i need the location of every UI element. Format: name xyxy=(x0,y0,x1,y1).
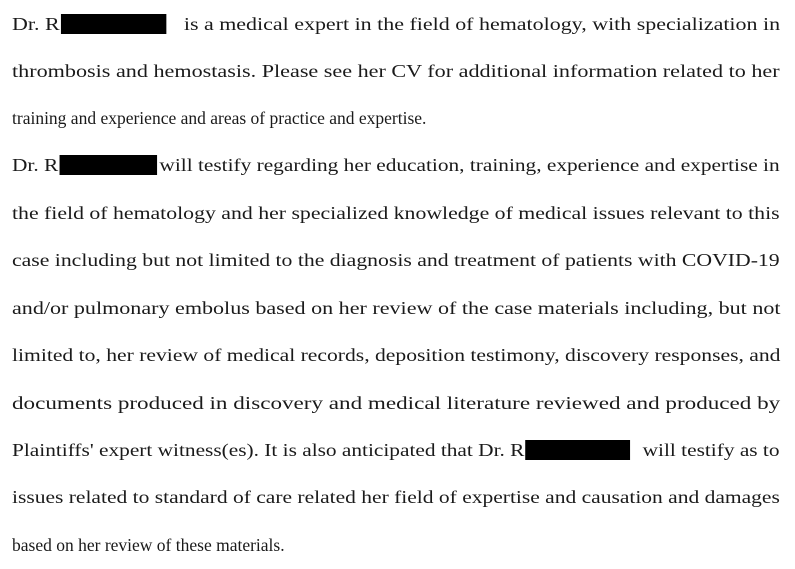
text-segment: case including but not limited to the diagnosis and treatment of patients with COVID-19 xyxy=(12,250,780,270)
redaction-box xyxy=(59,155,157,175)
text-segment: and/or pulmonary embolus based on her review of the case materials including, but not xyxy=(12,298,781,318)
redaction-box xyxy=(61,14,166,34)
paragraph1-line-2 xyxy=(12,61,780,81)
text-segment: will testify as to xyxy=(642,440,780,460)
paragraph1-line-1 xyxy=(12,14,780,34)
paragraph2-line-1 xyxy=(12,155,780,175)
text-segment: the field of hematology and her specialized knowledge of medical issues relevant to this xyxy=(12,203,780,223)
paragraph2-line-8 xyxy=(12,487,780,507)
paragraph2-line-7 xyxy=(12,440,780,460)
text-segment: limited to, her review of medical records, deposition testimony, discovery responses, and xyxy=(12,345,781,365)
text-segment: documents produced in discovery and medical literature reviewed and produced by xyxy=(12,393,781,413)
paragraph2-line-3 xyxy=(12,250,780,270)
paragraph2-line-6 xyxy=(12,393,780,413)
text-segment: issues related to standard of care related her field of expertise and causation and damages xyxy=(12,487,780,507)
paragraph2-line-2 xyxy=(12,203,780,223)
text-segment: will testify regarding her education, training, experience and expertise in xyxy=(159,155,780,175)
paragraph2-line-9 xyxy=(12,535,285,555)
paragraph1-line-3 xyxy=(12,108,426,128)
paragraph2-line-4 xyxy=(12,298,781,318)
redaction-box xyxy=(526,440,631,460)
text-segment: Dr. R xyxy=(12,14,60,34)
text-segment: thrombosis and hemostasis. Please see her CV for additional information related to her xyxy=(12,61,780,81)
text-segment: is a medical expert in the field of hematology, with specialization in xyxy=(183,14,781,34)
text-segment: training and experience and areas of practice and expertise. xyxy=(12,108,427,128)
text-segment: Plaintiffs' expert witness(es). It is also anticipated that Dr. R xyxy=(12,440,525,460)
text-segment: Dr. R xyxy=(12,155,59,175)
text-segment: based on her review of these materials. xyxy=(12,535,285,555)
paragraph2-line-5 xyxy=(12,345,780,365)
